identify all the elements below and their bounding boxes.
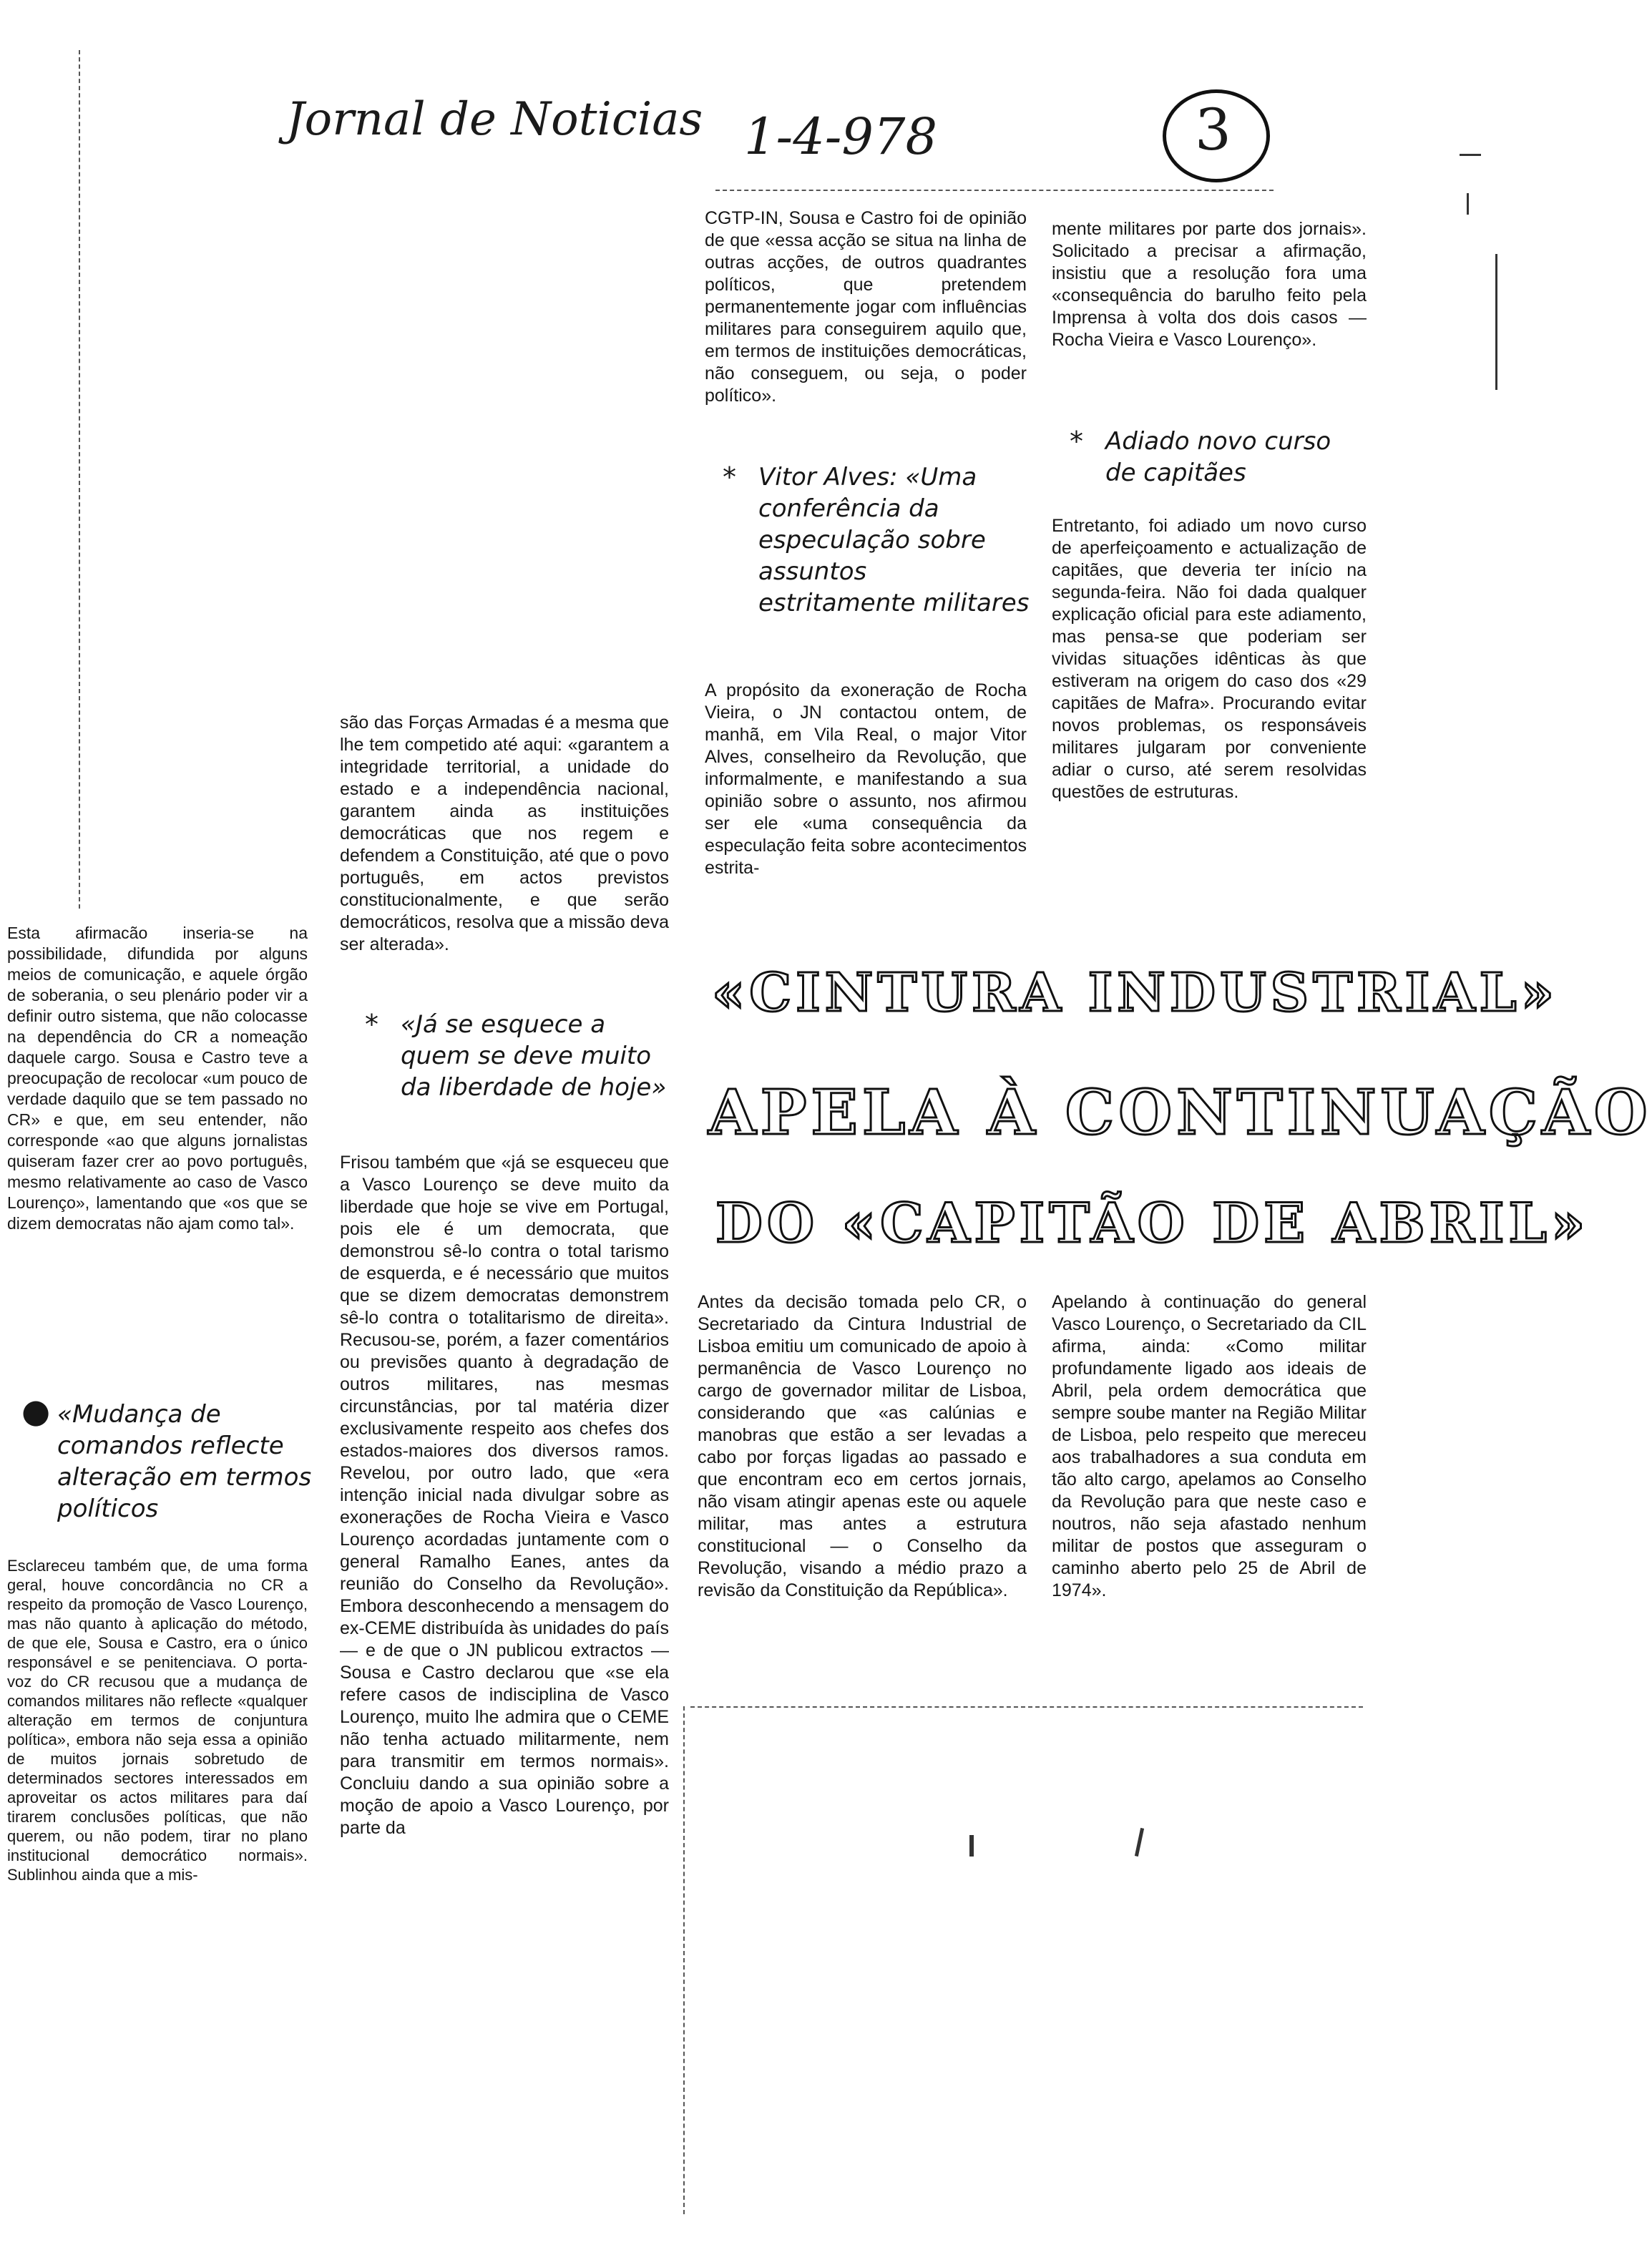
star-icon: * <box>1070 426 1083 457</box>
column-1-bottom: Esclareceu também que, de uma forma geral, houve concordância no CR a respeito da promoção de Vasco Lourenço, mas não quanto à aplicação do método, de que ele, Sousa e Castro, era o único responsável e se penitenciava. O porta-voz do CR recusou que a mudança de comandos militares não reflecte «qualquer alteração em termos de conjuntura política», embora não seja essa a opinião de muitos jornais sobretudo de determinados sectores interessados em aproveitar os actos militares para daí tirarem conclusões políticas, que não querem, ou não podem, tirar no plano institucional democrático normais». Sublinhou ainda que a mis- <box>7 1557 308 1884</box>
margin-mark <box>1467 193 1469 215</box>
margin-bracket <box>1495 254 1497 390</box>
divider-line <box>79 50 80 909</box>
article-2-column-b: Apelando à continuação do general Vasco Lourenço, o Secretariado da CIL afirma, ainda: «Como militar profundamente ligado aos ideais de Abril, pela ordem democrática que sempre soube manter na Região Militar de Lisboa, pelo respeito que mereceu aos trabalhadores a sua conduta em tão alto cargo, apelamos ao Conselho da Revolução para que neste caso e noutros, não seja afastado nenhum militar de postos que asseguram o caminho aberto pelo 25 de Abril de 1974». <box>1052 1292 1367 1600</box>
column-1-top: Esta afirmacão inseria-se na possibilidade, difundida por alguns meios de comunicação, e aquele órgão de soberania, o seu plenário poder vir a definir outro sistema, que não colocasse na dependência do CR a nomeação daquele cargo. Sousa e Castro teve a preocupação de recolocar «um pouco de verdade daquilo que se tem passado no CR» e que, em seu entender, não corresponde «ao que alguns jornalistas quiseram fazer crer ao povo português, mesmo relativamente ao caso de Vasco Lourenço», lamentando que «os que se dizem democratas não ajam como tal». <box>7 924 308 1233</box>
column-2-bottom: Frisou também que «já se esqueceu que a Vasco Lourenço se deve muito da liberdade que hoje se vive em Portugal, pois ele é um democrata, que demonstrou sê-lo contra o total tarismo de esquerda, e é necessário que muitos que se dizem democratas demonstrem sê-lo contra o totalitarismo de direita». Recusou-se, porém, a fazer comentários ou previsões quanto à degradação de outros militares, nas mesmas circunstâncias, por tal matéria dizer exclusivamente respeito aos chefes dos estados-maiores dos diversos ramos. Revelou, por outro lado, que «era intenção inicial nada divulgar sobre as exonerações de Rocha Vieira e Vasco Lourenço acordadas juntamente com o general Ramalho Eanes, antes da reunião do Conselho da Revolução». Embora desconhecendo a mensagem do ex-CEME distribuída às unidades do país — e de que o JN publicou extractos — Sousa e Castro declarou que «se ela refere casos de indisciplina de Vasco Lourenço, muito lhe admira que o CEME não tenha actuado militarmente, nem para transmitir em termos normais». Concluiu dando a sua opinião sobre a moção de apoio a Vasco Lourenço, por parte da <box>340 1153 669 1838</box>
column-3-subheading: * Vitor Alves: «Uma conferência da especulação sobre assuntos estritamente militares <box>723 461 1030 617</box>
scan-mark <box>969 1835 974 1857</box>
column-2-top: são das Forças Armadas é a mesma que lhe tem competido até aqui: «garantem a integridade territorial, a unidade do estado e a independência nacional, garantem ainda as instituições democráticas que nos regem e defendem a Constituição, até que o povo português, em actos previstos constitucionalmente, e que serão democráticos, resolva que a missão deva ser alterada». <box>340 713 669 954</box>
handwritten-date: 1-4-978 <box>744 107 937 166</box>
page-number: 3 <box>1195 97 1231 163</box>
column-3-bottom: A propósito da exoneração de Rocha Vieira, o JN contactou ontem, de manhã, em Vila Real, o major Vitor Alves, conselheiro da Revolução, que informalmente, e manifestando a sua opinião sobre o assunto, nos afirmou ser ele «uma consequência da especulação feita sobre acontecimentos estrita- <box>705 680 1027 878</box>
subheading-bullet-icon: ● <box>21 1391 51 1430</box>
column-4-top: mente militares por parte dos jornais». Solicitado a precisar a afirmação, insistiu que a resolução fora uma «consequência do barulho feito pela Imprensa à volta dos dois casos — Rocha Vieira e Vasco Lourenço». <box>1052 219 1367 350</box>
headline-line-3: DO «CAPITÃO DE ABRIL» <box>715 1191 1590 1255</box>
column-3-top: CGTP-IN, Sousa e Castro foi de opinião de que «essa acção se situa na linha de outras acções, de outros quadrantes políticos, que pretendem permanentemente jogar com influências militares para conseguirem aquilo que, em termos de instituições democráticas, não conseguem, ou seja, o poder político». <box>705 208 1027 406</box>
divider-line <box>690 1706 1363 1708</box>
scan-mark <box>1135 1828 1144 1857</box>
column-1-subheading: ● «Mudança de comandos reflecte alteração em termos políticos <box>21 1391 312 1523</box>
star-icon: * <box>365 1009 378 1040</box>
star-icon: * <box>723 461 736 493</box>
headline-line-1: «CINTURA INDUSTRIAL» <box>712 962 1558 1024</box>
article-2-column-a: Antes da decisão tomada pelo CR, o Secretariado da Cintura Industrial de Lisboa emitiu um comunicado de apoio à permanência de Vasco Lourenço no cargo de governador militar de Lisboa, considerando que «as calúnias e manobras que estão a ser levadas a cabo por forças ligadas ao passado e que encontram eco em certos jornais, não visam atingir apenas este ou aquele militar, mas antes a estrutura constitucional — o Conselho da Revolução, visando a médio prazo a revisão da Constituição da República». <box>698 1292 1027 1600</box>
column-4-bottom: Entretanto, foi adiado um novo curso de aperfeiçoamento e actualização de capitães, que deveria ter início na segunda-feira. Não foi dada qualquer explicação oficial para este adiamento, mas pensa-se que poderiam ser vividas situações idênticas às que estiveram na origem do caso dos «29 capitães de Mafra». Procurando evitar novos problemas, os responsáveis militares julgaram por conveniente adiar o curso, até serem resolvidas questões de estruturas. <box>1052 516 1367 802</box>
margin-mark <box>1460 154 1481 156</box>
column-4-subheading: * Adiado novo curso de capitães <box>1070 426 1331 487</box>
page-number-circle <box>1163 89 1270 182</box>
headline-line-2: APELA À CONTINUAÇÃO <box>708 1077 1652 1149</box>
handwritten-source: Jornal de Noticias <box>286 93 703 146</box>
divider-line <box>715 190 1274 191</box>
column-2-subheading: * «Já se esquece a quem se deve muito da liberdade de hoje» <box>365 1009 667 1102</box>
divider-line <box>683 1706 685 2214</box>
